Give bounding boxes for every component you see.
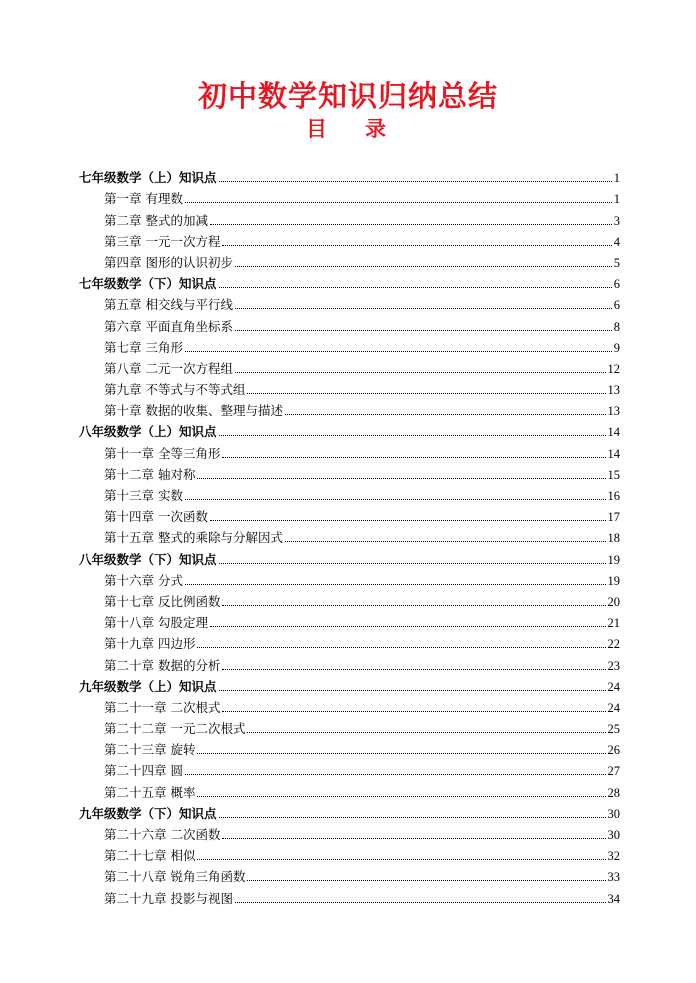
toc-page-number: 24 [607,700,620,715]
toc-chapter-entry[interactable] [79,610,620,631]
toc-page-number: 30 [607,828,620,842]
toc-page-number: 16 [607,489,620,503]
dot-leader [210,223,612,225]
toc-section-entry[interactable] [79,165,620,186]
toc-entry-label: 八年级数学（下）知识点 [79,551,217,567]
toc-entry-label: 八年级数学（上）知识点 [79,424,217,440]
dot-leader [185,350,612,352]
toc-entry-label: 第十三章 实数 [104,488,183,503]
dot-leader [219,434,606,436]
toc-entry-label: 第二十一章 二次根式 [104,699,221,715]
toc-page-number: 3 [613,213,620,228]
toc-entry-label: 第四章 图形的认识初步 [104,254,233,270]
dot-leader [185,498,606,500]
toc-chapter-entry[interactable] [79,758,620,779]
toc-page-number: 30 [607,806,620,821]
toc-entry-label: 第二十七章 相似 [104,848,196,864]
toc-page-number: 5 [613,255,620,270]
dot-leader [222,710,605,712]
toc-chapter-entry[interactable] [79,250,620,271]
toc-page-number: 9 [613,340,620,355]
toc-page-number: 27 [607,764,620,779]
toc-section-entry[interactable] [79,546,620,567]
dot-leader [219,816,606,818]
toc-chapter-entry[interactable] [79,716,620,737]
toc-entry-label: 第二十八章 锐角三角函数 [104,869,246,885]
toc-section-entry[interactable] [79,419,620,440]
toc-page-number: 1 [613,171,620,186]
toc-chapter-entry[interactable] [79,313,620,334]
toc-page-number: 23 [607,658,620,673]
toc-entry-label: 第二十三章 旋转 [104,742,196,758]
toc-section-entry[interactable] [79,674,620,695]
dot-leader [235,329,612,331]
dot-leader [235,265,612,267]
toc-entry-label: 九年级数学（上）知识点 [79,678,217,694]
dot-leader [219,180,612,182]
toc-entry-label: 九年级数学（下）知识点 [79,805,217,821]
toc-chapter-entry[interactable] [79,504,620,525]
toc-chapter-entry[interactable] [79,652,620,673]
toc-chapter-entry[interactable] [79,335,620,356]
dot-leader [185,583,606,585]
dot-leader [210,625,606,627]
dot-leader [285,413,606,415]
toc-chapter-entry[interactable] [79,779,620,800]
toc-page-number: 26 [607,743,620,758]
toc-page-number: 6 [613,298,620,313]
toc-heading: 目录 [306,117,424,141]
toc-chapter-entry[interactable] [79,885,620,906]
dot-leader [285,540,606,542]
toc-chapter-entry[interactable] [79,229,620,250]
toc-entry-label: 第十四章 一次函数 [104,509,208,525]
toc-entry-label: 第十一章 全等三角形 [104,445,221,461]
dot-leader [219,562,606,564]
toc-section-entry[interactable] [79,271,620,292]
toc-page-number: 13 [607,383,620,398]
toc-entry-label: 第二十四章 圆 [104,763,183,779]
toc-entry-label: 第二十二章 一元二次根式 [104,721,246,737]
dot-leader [197,752,605,754]
toc-page-number: 14 [607,446,620,461]
dot-leader [222,837,605,839]
toc-page-number: 24 [607,679,620,694]
table-of-contents [79,165,620,907]
toc-entry-label: 第五章 相交线与平行线 [104,297,233,313]
toc-entry-label: 第二十章 数据的分析 [104,657,221,673]
dot-leader [222,668,605,670]
toc-chapter-entry[interactable] [79,398,620,419]
dot-leader [210,519,606,521]
toc-entry-label: 第十九章 四边形 [104,636,196,652]
toc-page-number: 12 [607,361,620,376]
toc-page-number: 19 [607,552,620,567]
dot-leader [197,646,605,648]
toc-entry-label: 第三章 一元一次方程 [104,233,221,249]
dot-leader [197,858,605,860]
toc-entry-label: 七年级数学（下）知识点 [79,276,217,292]
toc-page-number: 15 [607,467,620,482]
toc-entry-label: 第二十九章 投影与视图 [104,890,233,906]
dot-leader [247,392,605,394]
toc-chapter-entry[interactable] [79,695,620,716]
toc-chapter-entry[interactable] [79,589,620,610]
toc-page-number: 6 [613,277,620,292]
toc-chapter-entry[interactable] [79,462,620,483]
toc-page-number: 18 [607,531,620,546]
toc-chapter-entry[interactable] [79,186,620,207]
toc-entry-label: 第十章 数据的收集、整理与描述 [104,403,283,419]
dot-leader [185,201,612,203]
toc-page-number: 25 [607,722,620,737]
dot-leader [235,371,606,373]
dot-leader [235,901,606,903]
toc-chapter-entry[interactable] [79,631,620,652]
dot-leader [219,689,606,691]
toc-page-number: 13 [607,404,620,419]
toc-chapter-entry[interactable] [79,525,620,546]
toc-page-number: 8 [613,319,620,334]
toc-entry-label: 第二十五章 概率 [104,784,196,800]
dot-leader [219,286,612,288]
toc-chapter-entry[interactable] [79,292,620,313]
toc-entry-label: 第八章 二元一次方程组 [104,360,233,376]
dot-leader [185,773,606,775]
toc-entry-label: 七年级数学（上）知识点 [79,170,217,186]
dot-leader [247,731,605,733]
toc-chapter-entry[interactable] [79,568,620,589]
toc-chapter-entry[interactable] [79,207,620,228]
toc-chapter-entry[interactable] [79,864,620,885]
toc-entry-label: 第二十六章 二次函数 [104,827,221,842]
dot-leader [197,477,605,479]
dot-leader [247,879,605,881]
toc-page-number: 14 [607,425,620,440]
toc-entry-label: 第十八章 勾股定理 [104,615,208,631]
toc-chapter-entry[interactable] [79,377,620,398]
toc-entry-label: 第十七章 反比例函数 [104,593,221,609]
toc-entry-label: 第一章 有理数 [104,191,183,207]
toc-page-number: 34 [607,891,620,906]
toc-chapter-entry[interactable] [79,440,620,461]
toc-entry-label: 第六章 平面直角坐标系 [104,318,233,334]
dot-leader [222,244,611,246]
toc-page-number: 1 [613,192,620,207]
toc-entry-label: 第十六章 分式 [104,572,183,588]
toc-page-number: 28 [607,785,620,800]
dot-leader [197,795,605,797]
dot-leader [222,456,605,458]
toc-page-number: 22 [607,637,620,652]
toc-page-number: 33 [607,870,620,885]
document-title: 初中数学知识归纳总结 [197,79,498,113]
toc-page-number: 20 [607,594,620,609]
toc-chapter-entry[interactable] [79,737,620,758]
toc-chapter-entry[interactable] [79,356,620,377]
toc-page-number: 19 [607,573,620,588]
toc-page-number: 32 [607,849,620,864]
toc-entry-label: 第十二章 轴对称 [104,466,196,482]
toc-chapter-entry[interactable] [79,822,620,843]
toc-page-number: 4 [613,234,620,249]
toc-page-number: 17 [607,510,620,525]
toc-entry-label: 第十五章 整式的乘除与分解因式 [104,530,283,546]
dot-leader [222,604,605,606]
dot-leader [235,307,612,309]
toc-chapter-entry[interactable] [79,483,620,504]
toc-entry-label: 第七章 三角形 [104,339,183,355]
toc-chapter-entry[interactable] [79,843,620,864]
toc-page-number: 21 [607,616,620,631]
toc-entry-label: 第九章 不等式与不等式组 [104,382,246,398]
toc-section-entry[interactable] [79,801,620,822]
toc-entry-label: 第二章 整式的加减 [104,212,208,228]
